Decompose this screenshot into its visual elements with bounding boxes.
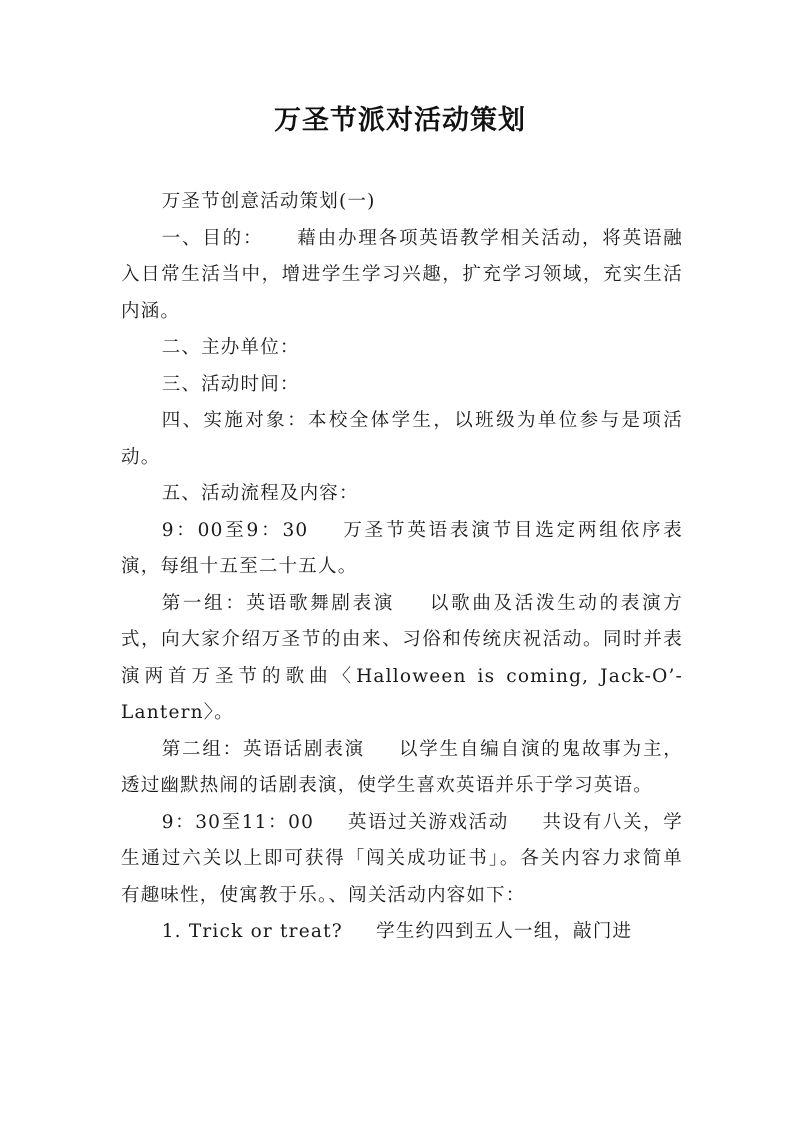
paragraph-group-1 [121, 586, 683, 732]
paragraph-target: 四、实施对象：本校全体学生，以班级为单位参与是项活动。 [121, 410, 683, 468]
group-1-label: 第一组：英语歌舞剧表演 [161, 592, 396, 614]
document-body [121, 184, 683, 951]
paragraph-schedule-1 [121, 513, 683, 586]
paragraph-time: 三、活动时间： [161, 373, 300, 395]
schedule-1-time: 9：00至9：30 [161, 519, 309, 541]
schedule-2-text: 共设有八关，学生通过六关以上即可获得「闯关成功证书」。各关内容力求简单有趣味性，使寓教于乐。、闯关活动内容如下： [121, 811, 683, 906]
group-1-text: 以歌曲及活泼生动的表演方式，向大家介绍万圣节的由来、习俗和传统庆祝活动。同时并表演两首万圣节的歌曲〈Halloween is coming, Jack-O’-Lantern〉。 [121, 592, 684, 723]
paragraph-activity-1 [121, 914, 683, 951]
purpose-label: 一、目的： [161, 227, 264, 249]
group-2-label: 第二组：英语话剧表演 [161, 738, 366, 760]
paragraph-schedule-2 [121, 805, 683, 915]
schedule-2-time: 9：30至11：00 [161, 811, 315, 833]
group-2-text: 以学生自编自演的鬼故事为主，透过幽默热闹的话剧表演，使学生喜欢英语并乐于学习英语。 [121, 738, 683, 796]
activity-1-text: 学生约四到五人一组，敲门进 [376, 921, 633, 942]
subtitle-text: 万圣节创意活动策划(一) [161, 191, 376, 212]
purpose-text: 藉由办理各项英语教学相关活动，将英语融入日常生活当中，增进学生学习兴趣，扩充学习领域，充实生活内涵。 [121, 227, 683, 322]
section-subtitle [121, 184, 683, 221]
paragraph-organizer: 二、主办单位： [161, 337, 300, 358]
schedule-2-label: 英语过关游戏活动 [347, 811, 509, 833]
activity-1-label: 1. Trick or treat? [161, 921, 343, 942]
document-title: 万圣节派对活动策划 [274, 105, 526, 136]
paragraph-group-2 [121, 732, 683, 805]
paragraph-process-heading: 五、活动流程及内容： [161, 483, 359, 504]
paragraph-purpose [121, 221, 683, 331]
schedule-1-text: 万圣节英语表演节目选定两组依序表演，每组十五至二十五人。 [121, 519, 684, 577]
